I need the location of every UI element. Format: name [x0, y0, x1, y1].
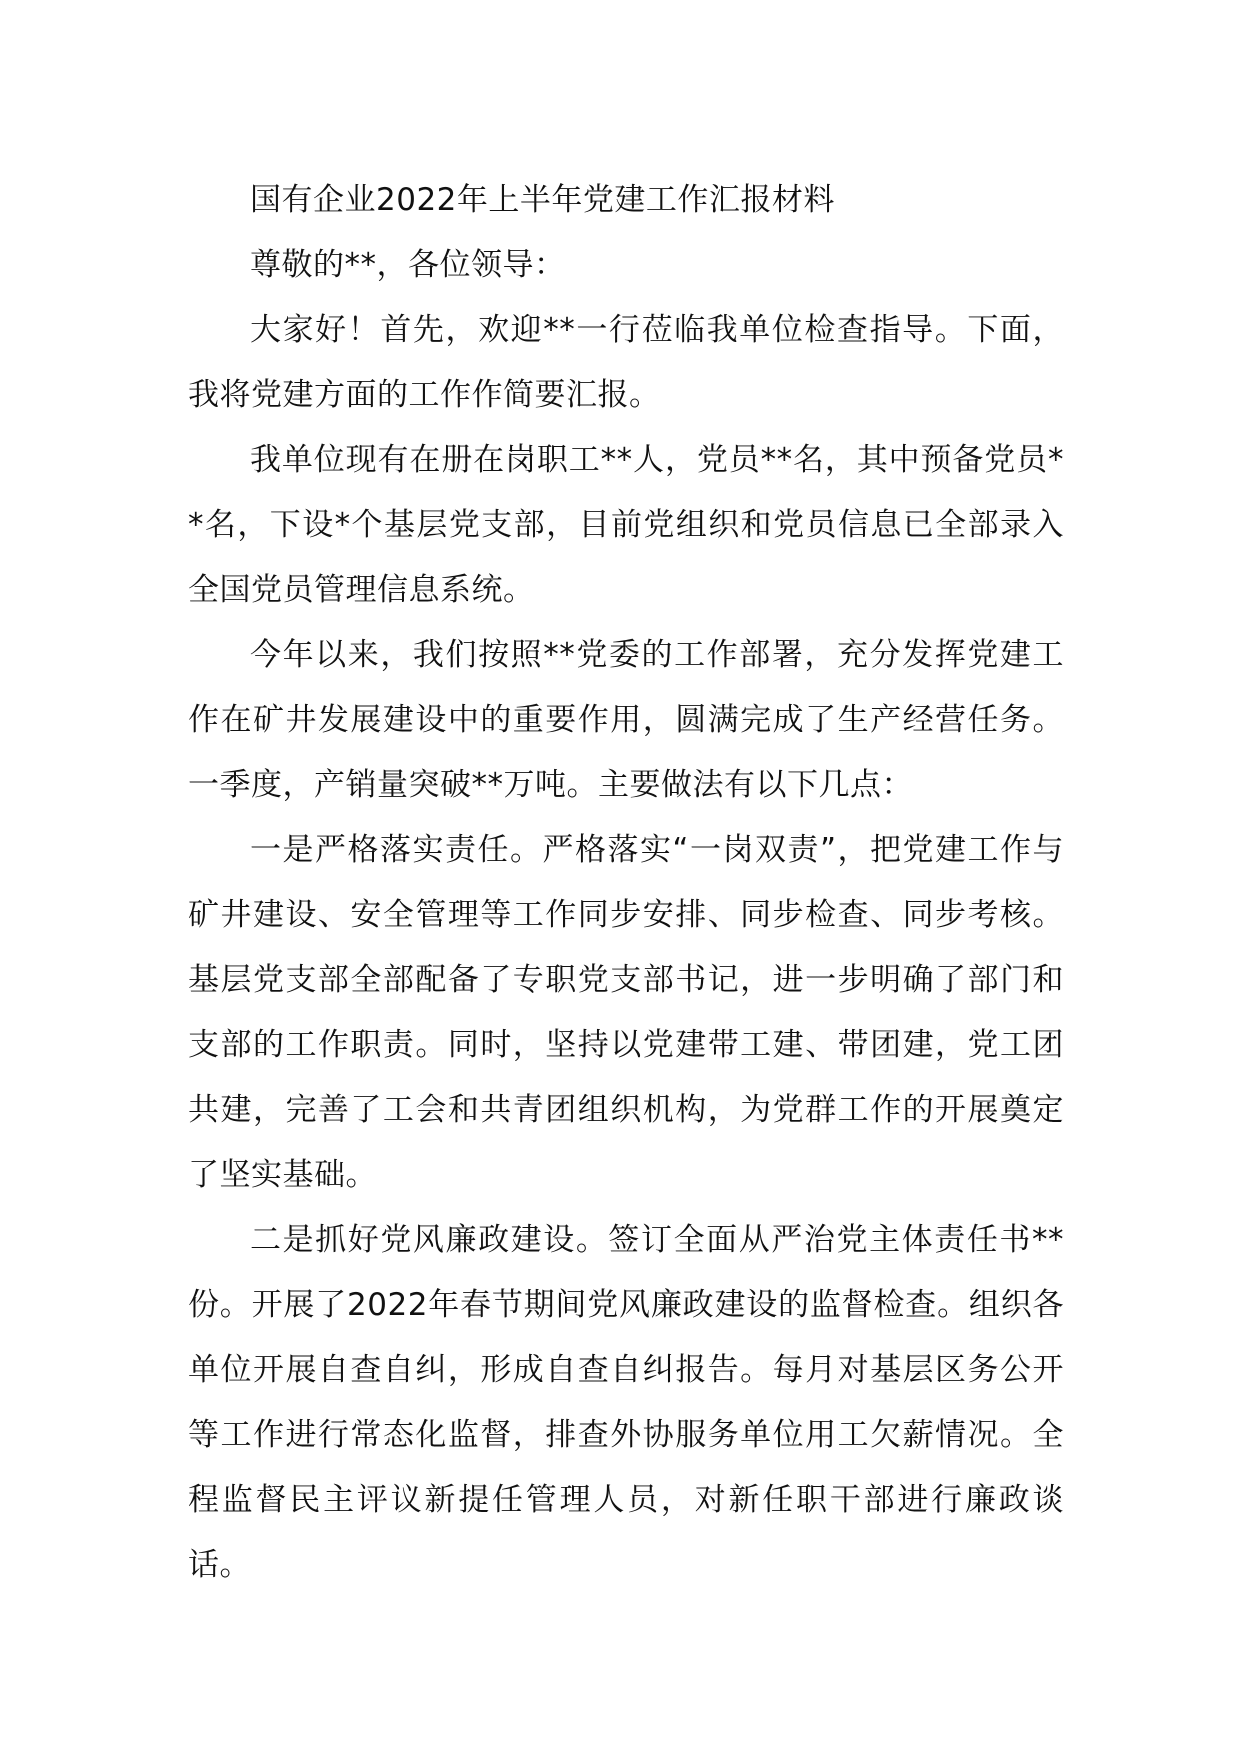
paragraph-responsibility: 一是严格落实责任。严格落实“一岗双责”，把党建工作与矿井建设、安全管理等工作同步安排、同步检查、同步考核。基层党支部全部配备了专职党支部书记，进一步明确了部门和支部的工作职责。同时，坚持以党建带工建、带团建，党工团共建，完善了工会和共青团组织机构，为党群工作的开展奠定了坚实基础。	[188, 832, 1064, 1193]
document-body	[188, 168, 1064, 1598]
paragraph-overview: 我单位现有在册在岗职工**人，党员**名，其中预备党员**名，下设*个基层党支部，目前党组织和党员信息已全部录入全国党员管理信息系统。	[188, 442, 1064, 608]
document-title: 国有企业2022年上半年党建工作汇报材料	[250, 182, 835, 218]
paragraph-greeting: 大家好！首先，欢迎**一行莅临我单位检查指导。下面，我将党建方面的工作作简要汇报。	[188, 312, 1064, 413]
paragraph-integrity: 二是抓好党风廉政建设。签订全面从严治党主体责任书**份。开展了2022年春节期间党风廉政建设的监督检查。组织各单位开展自查自纠，形成自查自纠报告。每月对基层区务公开等工作进行常态化监督，排查外协服务单位用工欠薪情况。全程监督民主评议新提任管理人员，对新任职干部进行廉政谈话。	[188, 1222, 1064, 1583]
paragraph-achievements: 今年以来，我们按照**党委的工作部署，充分发挥党建工作在矿井发展建设中的重要作用，圆满完成了生产经营任务。一季度，产销量突破**万吨。主要做法有以下几点：	[188, 637, 1064, 803]
salutation: 尊敬的**，各位领导：	[250, 247, 566, 283]
